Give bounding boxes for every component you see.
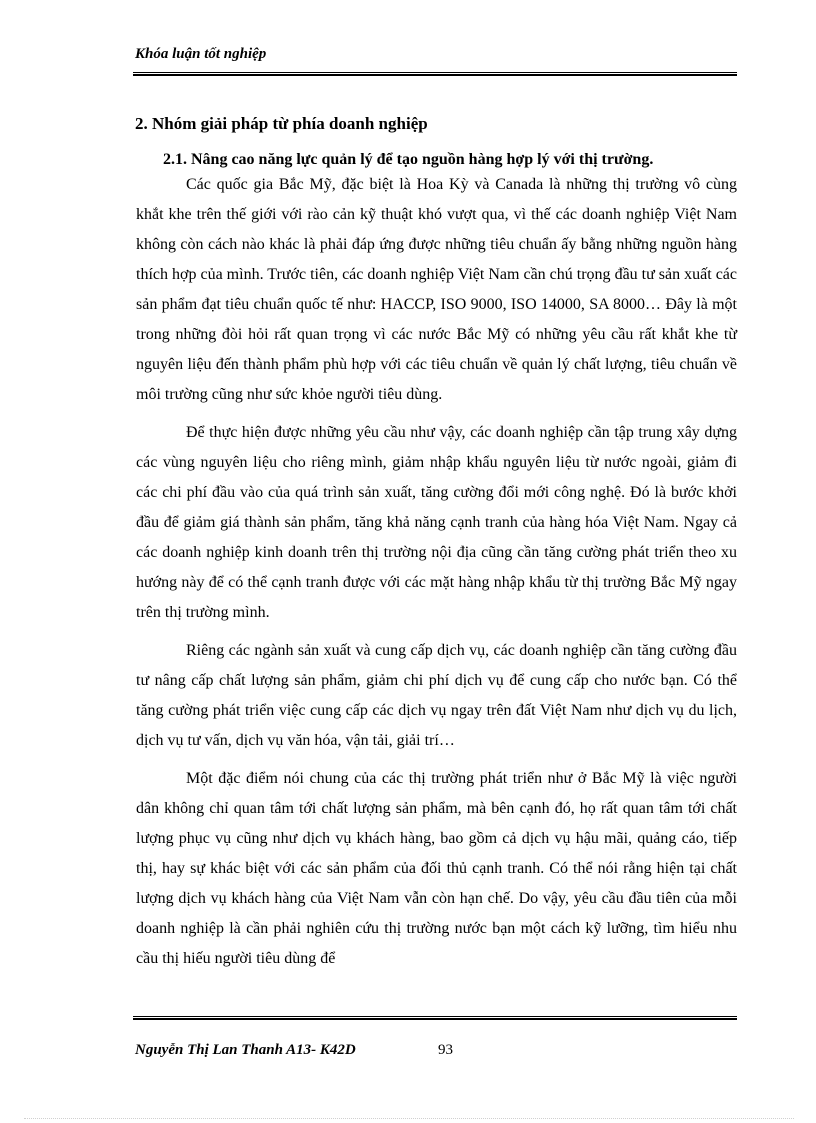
page-number: 93 [438,1042,453,1058]
page-edge-divider [24,1118,794,1119]
section-heading: 2. Nhóm giải pháp từ phía doanh nghiệp [135,114,428,133]
footer-rule [133,1016,737,1020]
body-text [136,170,737,982]
paragraph: Để thực hiện được những yêu cầu như vậy, các doanh nghiệp cần tập trung xây dựng các vùng nguyên liệu cho riêng mình, giảm nhập khẩu nguyên liệu từ nước ngoài, giảm đi các chi phí đầu vào của quá trình sản xuất, tăng cường đổi mới công nghệ. Đó là bước khởi đầu để giảm giá thành sản phẩm, tăng khả năng cạnh tranh của hàng hóa Việt Nam. Ngay cả các doanh nghiệp kinh doanh trên thị trường nội địa cũng cần tăng cường phát triển theo xu hướng này để có thể cạnh tranh được với các mặt hàng nhập khẩu từ thị trường Bắc Mỹ ngay trên thị trường mình. [136,424,737,621]
subsection-heading: 2.1. Nâng cao năng lực quản lý để tạo nguồn hàng hợp lý với thị trường. [163,151,654,168]
paragraph: Một đặc điểm nói chung của các thị trường phát triển như ở Bắc Mỹ là việc người dân không chỉ quan tâm tới chất lượng sản phẩm, mà bên cạnh đó, họ rất quan tâm tới chất lượng phục vụ cũng như dịch vụ khách hàng, bao gồm cả dịch vụ hậu mãi, quảng cáo, tiếp thị, hay sự khác biệt với các sản phẩm của đối thủ cạnh tranh. Có thể nói rằng hiện tại chất lượng dịch vụ khách hàng của Việt Nam vẫn còn hạn chế. Do vậy, yêu cầu đầu tiên của mỗi doanh nghiệp là cần phải nghiên cứu thị trường nước bạn một cách kỹ lưỡng, tìm hiểu nhu cầu thị hiếu người tiêu dùng để [136,770,737,967]
paragraph: Các quốc gia Bắc Mỹ, đặc biệt là Hoa Kỳ và Canada là những thị trường vô cùng khắt khe trên thế giới với rào cản kỹ thuật khó vượt qua, vì thế các doanh nghiệp Việt Nam không còn cách nào khác là phải đáp ứng được những tiêu chuẩn ấy bằng những nguồn hàng thích hợp của mình. Trước tiên, các doanh nghiệp Việt Nam cần chú trọng đầu tư sản xuất các sản phẩm đạt tiêu chuẩn quốc tế như: HACCP, ISO 9000, ISO 14000, SA 8000… Đây là một trong những đòi hỏi rất quan trọng vì các nước Bắc Mỹ có những yêu cầu rất khắt khe từ nguyên liệu đến thành phẩm phù hợp với các tiêu chuẩn về quản lý chất lượng, tiêu chuẩn về môi trường cũng như sức khỏe người tiêu dùng. [136,176,737,403]
footer-author: Nguyễn Thị Lan Thanh A13- K42D [135,1042,356,1058]
paragraph: Riêng các ngành sản xuất và cung cấp dịch vụ, các doanh nghiệp cần tăng cường đầu tư nâng cấp chất lượng sản phẩm, giảm chi phí dịch vụ để cung cấp cho nước bạn. Có thể tăng cường phát triển việc cung cấp các dịch vụ ngay trên đất Việt Nam như dịch vụ du lịch, dịch vụ tư vấn, dịch vụ văn hóa, vận tải, giải trí… [136,642,737,749]
header-title: Khóa luận tốt nghiệp [135,46,267,62]
header-rule [133,72,737,76]
